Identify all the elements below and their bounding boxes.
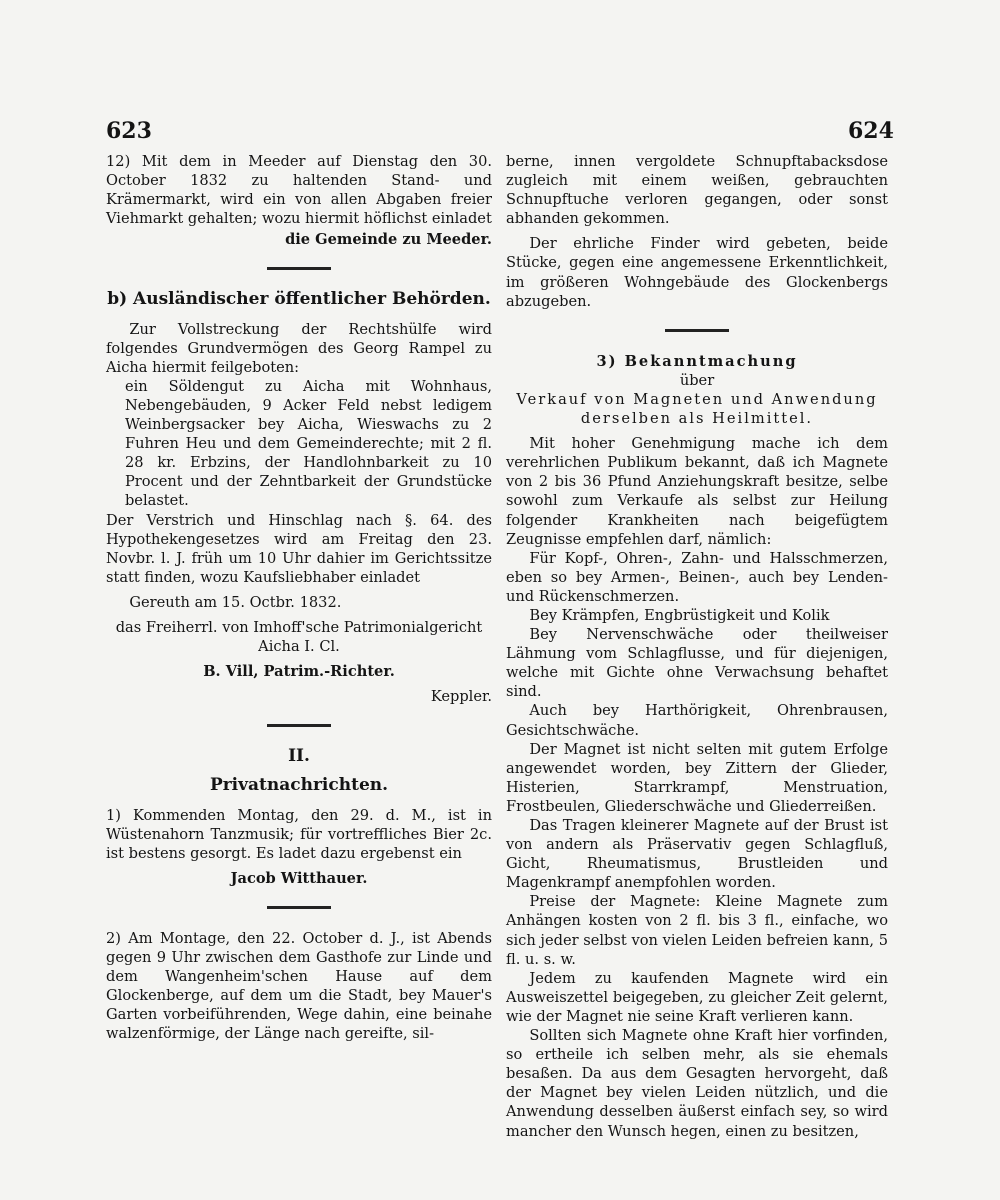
magnet-para-4: Bey Nervenschwäche oder theilweiser Lähmung vom Schlagflusse, und für diejenigen, welche mit Gichte ohne Verwachsung behaftet sind. bbox=[506, 626, 888, 701]
magnet-para-8: Preise der Magnete: Kleine Magnete zum Anhängen kosten von 2 fl. bis 3 fl., einfache, wo sich jeder selbst von vielen Leiden befreien kann, 5 fl. u. s. w. bbox=[506, 893, 888, 968]
divider-rule bbox=[267, 906, 331, 909]
vollstreckung-termin: Der Verstrich und Hinschlag nach §. 64. des Hypothekengesetzes wird am Freitag den 23. Novbr. l. J. früh um 10 Uhr dahier im Gerichtssitze statt finden, wozu Kaufsliebhaber einladet bbox=[106, 511, 492, 586]
finder-request: Der ehrliche Finder wird gebeten, beide Stücke, gegen eine angemessene Erkenntlichkeit, im größeren Wohngebäude des Glockenbergs abzugeben. bbox=[506, 235, 888, 310]
page-number-right: 624 bbox=[848, 118, 894, 144]
place-date: Gereuth am 15. Octbr. 1832. bbox=[129, 593, 342, 611]
section-ii-heading: II. bbox=[288, 746, 310, 767]
right-column bbox=[506, 152, 888, 1141]
judge-signature: B. Vill, Patrim.-Richter. bbox=[203, 663, 395, 681]
notice-3-subject: Verkauf von Magneten und Anwendung derselben als Heilmittel. bbox=[516, 390, 878, 428]
magnet-para-6: Der Magnet ist nicht selten mit gutem Erfolge angewendet worden, bey Zittern der Glieder, Histerien, Starrkrampf, Menstruation, Frostbeulen, Gliederschwäche und Gliederreißen. bbox=[506, 740, 888, 815]
magnet-para-9: Jedem zu kaufenden Magnete wird ein Ausweiszettel beigegeben, zu gleicher Zeit gelernt, wie der Magnet nie seine Kraft verlieren kann. bbox=[506, 969, 888, 1025]
magnet-para-2: Für Kopf-, Ohren-, Zahn- und Halsschmerzen, eben so bey Armen-, Beinen-, auch bey Lenden- und Rückenschmerzen. bbox=[506, 549, 888, 605]
magnet-para-3: Bey Krämpfen, Engbrüstigkeit und Kolik bbox=[529, 606, 830, 624]
notice-1-text: 1) Kommenden Montag, den 29. d. M., ist in Wüstenahorn Tanzmusik; für vortreffliches Bier 2c. ist bestens gesorgt. Es ladet dazu ergebenst ein bbox=[106, 806, 492, 862]
divider-rule bbox=[267, 267, 331, 270]
divider-rule bbox=[665, 329, 729, 332]
magnet-para-7: Das Tragen kleinerer Magnete auf der Brust ist von andern als Präservativ gegen Schlagfluß, Gicht, Rheumatismus, Brustleiden und Magenkrampf anempfohlen worden. bbox=[506, 817, 888, 892]
notice-1-signature: Jacob Witthauer. bbox=[230, 869, 368, 887]
magnet-para-5: Auch bey Harthörigkeit, Ohrenbrausen, Gesichtschwäche. bbox=[506, 702, 888, 739]
clerk-signature: Keppler. bbox=[430, 688, 492, 706]
court-name: das Freiherrl. von Imhoff'sche Patrimonialgericht Aicha I. Cl. bbox=[115, 618, 483, 656]
left-column bbox=[106, 152, 492, 1043]
magnet-para-10: Sollten sich Magnete ohne Kraft hier vorfinden, so ertheile ich selben mehr, als sie ehemals besaßen. Da aus dem Gesagten hervorgeht, daß der Magnet bey vielen Leiden nützlich, und die Anwendung desselben äußerst einfach sey, so wird mancher den Wunsch hegen, einen zu besitzen, bbox=[506, 1027, 888, 1140]
divider-rule bbox=[267, 724, 331, 727]
notice-3-sub: über bbox=[679, 371, 715, 389]
notice-12-signature: die Gemeinde zu Meeder. bbox=[285, 231, 492, 249]
vollstreckung-item: ein Söldengut zu Aicha mit Wohnhaus, Nebengebäuden, 9 Acker Feld nebst ledigem Weinbergsacker bey Aicha, Wieswachs zu 2 Fuhren Heu und dem Gemeinderechte; mit 2 fl. 28 kr. Erbzins, der Handlohnbarkeit zu 10 Procent und der Zehntbarkeit der Grundstücke belastet. bbox=[124, 377, 492, 510]
notice-2-continuation: berne, innen vergoldete Schnupftabacksdose zugleich mit einem weißen, gebrauchten Schnupftuche verloren gegangen, oder sonst abhanden gekommen. bbox=[506, 153, 888, 228]
magnet-para-1: Mit hoher Genehmigung mache ich dem verehrlichen Publikum bekannt, daß ich Magnete von 2 bis 36 Pfund Anziehungskraft besitze, selbe sowohl zum Verkaufe als selbst zur Heilung folgender Krankheiten nach beigefügtem Zeugnisse empfehlen darf, nämlich: bbox=[506, 435, 888, 548]
vollstreckung-intro: Zur Vollstreckung der Rechtshülfe wird folgendes Grundvermögen des Georg Rampel zu Aicha hiermit feilgeboten: bbox=[106, 320, 492, 376]
section-b-heading: b) Ausländischer öffentlicher Behörden. bbox=[107, 289, 491, 310]
page-number-left: 623 bbox=[106, 118, 152, 144]
notice-12-text: 12) Mit dem in Meeder auf Dienstag den 30. October 1832 zu haltenden Stand- und Krämermarkt, wird ein von allen Abgaben freier Viehmarkt gehalten; wozu hiermit höflichst einladet bbox=[106, 153, 492, 228]
notice-2-text: 2) Am Montage, den 22. October d. J., ist Abends gegen 9 Uhr zwischen dem Gasthofe zur Linde und dem Wangenheim'schen Hause auf dem Glockenberge, auf dem um die Stadt, bey Mauer's Garten vorbeiführenden, Wege dahin, eine beinahe walzenförmige, der Länge nach gereifte, sil- bbox=[106, 929, 492, 1043]
section-private-heading: Privatnachrichten. bbox=[209, 775, 389, 796]
notice-3-title: 3) Bekanntmachung bbox=[596, 352, 798, 370]
